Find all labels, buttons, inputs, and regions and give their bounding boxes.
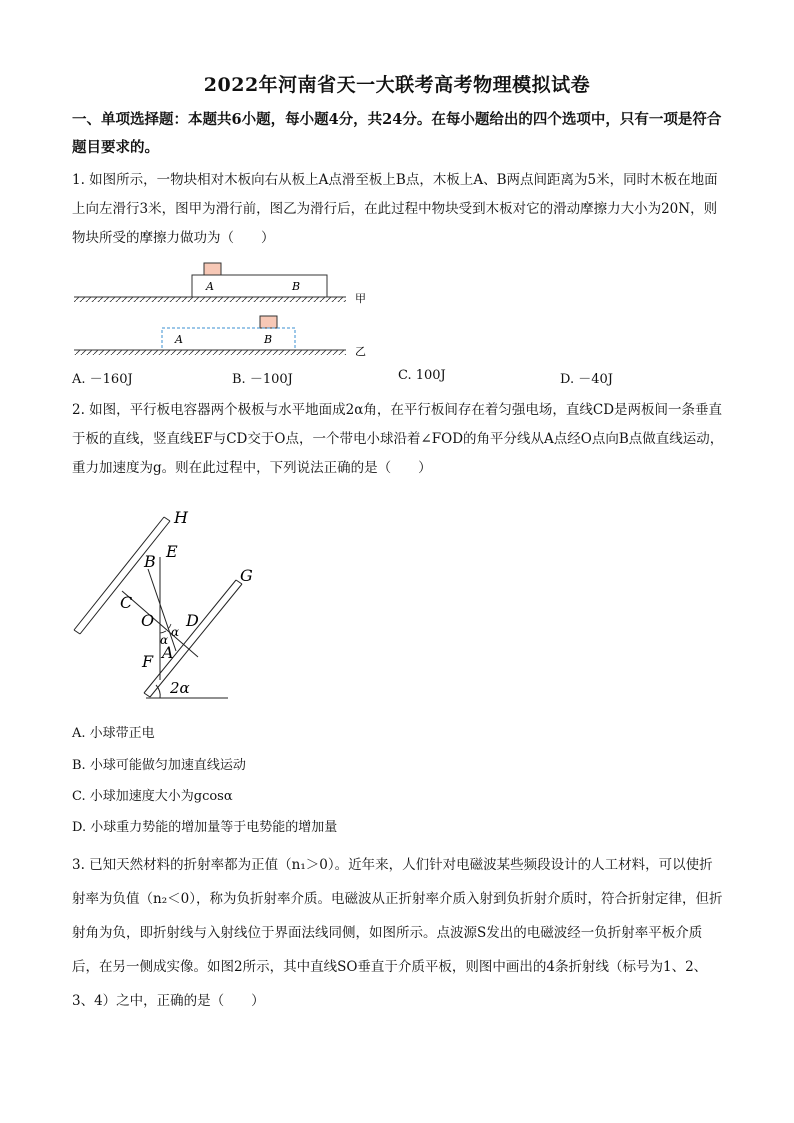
page-title: 2022年河南省天一大联考高考物理模拟试卷 — [203, 74, 591, 96]
label-a-jia: A — [206, 280, 214, 293]
label-o: O — [141, 611, 155, 630]
label-e: E — [166, 542, 178, 561]
question-1-options — [72, 368, 722, 390]
label-yi: 乙 — [355, 345, 366, 358]
q2-option-c[interactable]: C. 小球加速度大小为gcosα — [72, 789, 233, 804]
q1-option-a[interactable]: A. －160J — [72, 372, 133, 387]
angle-2alpha-arc — [156, 685, 160, 698]
label-alpha-2: α — [160, 633, 169, 647]
label-g: G — [240, 566, 253, 585]
label-b-jia: B — [292, 280, 301, 293]
question-1-text: 1. 如图所示，一物块相对木板向右从板上A点滑至板上B点，木板上A、B两点间距离为5米，同时木板在地面上向左滑行3米，图甲为滑行前，图乙为滑行后，在此过程中物块受到木板对它的滑动摩擦力大小为20N，则物块所受的摩擦力做功为（ ） — [72, 172, 718, 246]
label-jia: 甲 — [355, 292, 366, 305]
label-c: C — [120, 593, 133, 612]
label-f: F — [142, 652, 154, 671]
question-2-text: 2. 如图，平行板电容器两个极板与水平地面成2α角，在平行板间存在着匀强电场，直线CD是两板间一条垂直于板的直线，竖直线EF与CD交于O点，一个带电小球沿着∠FOD的角平分线从A点经O点向B点做直线运动，重力加速度为g。则在此过程中，下列说法正确的是（ ） — [72, 402, 724, 476]
label-2alpha: 2α — [170, 679, 190, 697]
q2-option-a[interactable]: A. 小球带正电 — [72, 726, 155, 741]
plate-g — [144, 580, 242, 697]
question-1-figure — [70, 258, 380, 366]
question-2-figure — [68, 505, 278, 705]
label-b: B — [144, 552, 156, 571]
q2-option-b[interactable]: B. 小球可能做匀加速直线运动 — [72, 758, 246, 773]
label-h: H — [174, 508, 188, 527]
label-a-yi: A — [175, 333, 183, 346]
q1-option-c[interactable]: C. 100J — [398, 368, 446, 383]
ground-hatch-jia — [74, 297, 346, 302]
q1-option-b[interactable]: B. －100J — [232, 372, 293, 387]
plate-h — [74, 517, 170, 634]
label-d: D — [186, 611, 199, 630]
label-b-yi: B — [264, 333, 273, 346]
question-3-text: 3. 已知天然材料的折射率都为正值（n₁＞0）。近年来，人们针对电磁波某些频段设计的人工材料，可以使折射率为负值（n₂＜0），称为负折射率介质。电磁波从正折射率介质入射到负折射介质时，符合折射定律，但折射角为负，即折射线与入射线位于界面法线同侧，如图所示。点波源S发出的电磁波经一负折射率平板介质后，在另一侧成实像。如图2所示，其中直线SO垂直于介质平板，则图中画出的4条折射线（标号为1、2、3、4）之中，正确的是（ ） — [72, 857, 723, 1009]
q1-option-d[interactable]: D. －40J — [560, 372, 613, 387]
label-a: A — [162, 643, 174, 662]
block-yi — [260, 316, 277, 328]
q2-option-d[interactable]: D. 小球重力势能的增加量等于电势能的增加量 — [72, 820, 338, 835]
block-jia — [204, 263, 221, 275]
section-heading: 一、单项选择题：本题共6小题，每小题4分，共24分。在每小题给出的四个选项中，只有一项是符合题目要求的。 — [72, 111, 722, 156]
label-alpha-1: α — [171, 625, 180, 639]
ground-hatch-yi — [74, 350, 346, 355]
